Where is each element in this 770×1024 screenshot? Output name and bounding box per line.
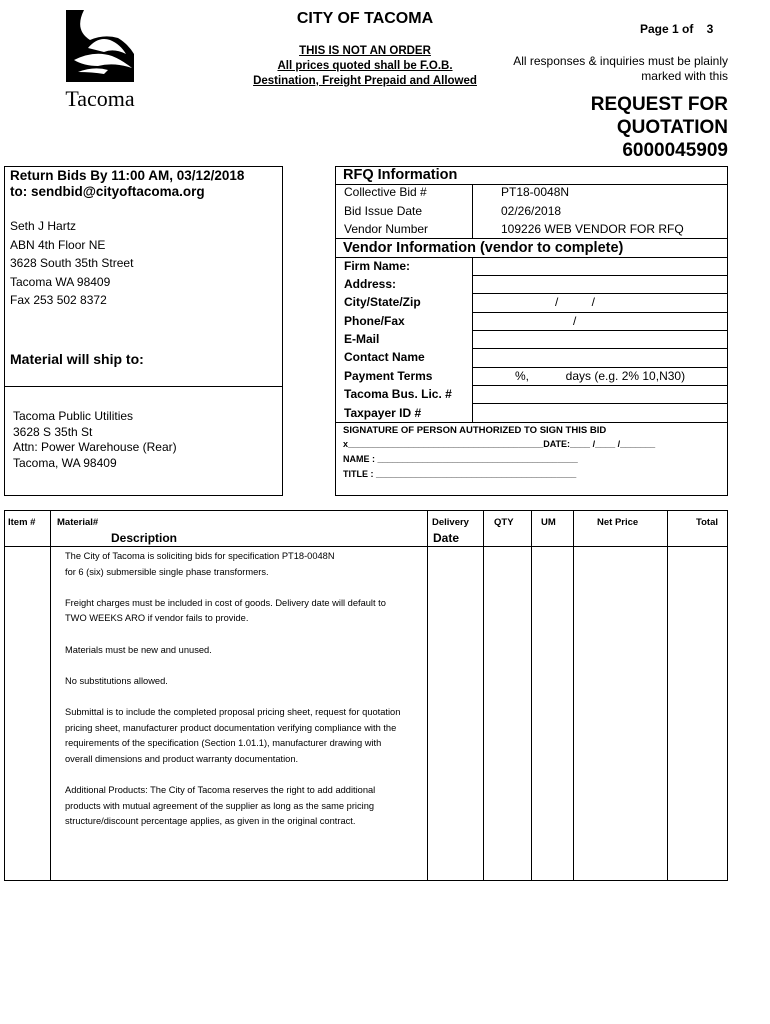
ship-to-address <box>13 409 177 471</box>
response-note: All responses & inquiries must be plainly marked with this <box>513 54 728 83</box>
description-paragraph: Freight charges must be included in cost of goods. Delivery date will default to TWO WEEKS ARO if vendor fails to provide. <box>65 597 386 624</box>
ship-to-line: Tacoma, WA 98409 <box>13 455 117 470</box>
date-column-header: Date <box>433 531 460 545</box>
description-paragraph: Materials must be new and unused. <box>65 644 212 655</box>
phone-fax-field[interactable]: / <box>573 314 577 328</box>
page-indicator: Page 1 of 3 <box>640 22 714 36</box>
not-order-line: THIS IS NOT AN ORDER <box>299 45 431 57</box>
vendor-field-label: Phone/Fax <box>344 314 405 328</box>
divider <box>472 312 728 313</box>
divider <box>335 257 728 258</box>
divider <box>472 367 728 368</box>
buyer-line: Tacoma WA 98409 <box>10 274 111 289</box>
city-title: CITY OF TACOMA <box>296 10 434 27</box>
title-line[interactable]: TITLE : ________________________________________ <box>343 469 577 479</box>
payment-terms-field[interactable]: %, days (e.g. 2% 10,N30) <box>515 369 686 383</box>
signature-line[interactable]: x_______________________________________DATE:____ /____ /_______ <box>343 439 656 449</box>
vendor-number-value: 109226 WEB VENDOR FOR RFQ <box>501 222 684 236</box>
vendor-field-label: Address: <box>344 277 397 291</box>
vendor-field-label: Firm Name: <box>344 259 411 273</box>
ship-to-line: 3628 S 35th St <box>13 424 93 439</box>
vendor-field-label: Taxpayer ID # <box>344 406 422 420</box>
ship-to-line: Attn: Power Warehouse (Rear) <box>13 440 177 454</box>
divider <box>427 510 428 881</box>
divider <box>573 510 574 881</box>
rfq-title-line: REQUEST FOR <box>590 94 728 115</box>
divider <box>472 293 728 294</box>
rfq-info-title: RFQ Information <box>343 167 458 183</box>
ship-to-heading: Material will ship to: <box>10 351 144 367</box>
vendor-field-label: Payment Terms <box>344 369 433 383</box>
bid-issue-date-value: 02/26/2018 <box>501 204 562 218</box>
description-column-header: Description <box>111 531 178 545</box>
divider <box>472 184 473 238</box>
divider <box>472 330 728 331</box>
divider <box>335 238 728 239</box>
divider <box>335 422 728 423</box>
divider <box>50 510 51 881</box>
return-bids-heading <box>10 168 244 200</box>
city-state-zip-field[interactable]: / / <box>555 295 596 309</box>
item-description <box>65 549 405 845</box>
divider <box>472 348 728 349</box>
divider <box>667 510 668 881</box>
return-bids-email: to: sendbid@cityoftacoma.org <box>10 184 205 199</box>
divider <box>4 546 728 547</box>
buyer-line: 3628 South 35th Street <box>10 256 134 271</box>
signature-heading: SIGNATURE OF PERSON AUTHORIZED TO SIGN THIS BID <box>343 425 607 436</box>
material-column-header: Material# <box>57 517 99 528</box>
buyer-line: Seth J Hartz <box>10 219 77 233</box>
return-bids-deadline: Return Bids By 11:00 AM, 03/12/2018 <box>10 168 245 183</box>
delivery-column-header: Delivery <box>432 517 469 528</box>
description-paragraph: for 6 (six) submersible single phase transformers. <box>65 566 269 577</box>
buyer-line: Fax 253 502 8372 <box>10 293 107 308</box>
divider <box>472 385 728 386</box>
vendor-field-label: City/State/Zip <box>344 295 421 309</box>
divider <box>472 403 728 404</box>
divider <box>531 510 532 881</box>
net-price-column-header: Net Price <box>597 517 639 528</box>
rfq-info-label: Vendor Number <box>344 222 429 236</box>
qty-column-header: QTY <box>494 517 514 528</box>
vendor-info-title: Vendor Information (vendor to complete) <box>343 240 624 256</box>
divider <box>483 510 484 881</box>
name-line[interactable]: NAME : ________________________________________ <box>343 454 578 464</box>
um-column-header: UM <box>541 517 556 528</box>
description-paragraph: No substitutions allowed. <box>65 675 168 686</box>
vendor-field-label: Tacoma Bus. Lic. # <box>344 387 452 401</box>
rfq-title <box>478 93 728 162</box>
total-column-header: Total <box>696 517 718 528</box>
rfq-title-line: QUOTATION <box>616 117 728 138</box>
description-paragraph: Submittal is to include the completed proposal pricing sheet, request for quotation pricing sheet, manufacturer product documentation verifying compliance with the requirements of the specification (Section 1.01.1), manufacturer drawing with overall dimensions and product warranty documentation. <box>65 706 401 764</box>
divider <box>472 257 473 422</box>
rfq-info-label: Bid Issue Date <box>344 204 423 218</box>
divider <box>472 275 728 276</box>
buyer-address <box>10 217 133 310</box>
divider <box>4 386 283 387</box>
rfq-info-label: Collective Bid # <box>344 185 427 199</box>
ship-to-line: Tacoma Public Utilities <box>13 409 134 423</box>
not-order-line: Destination, Freight Prepaid and Allowed <box>253 75 477 87</box>
item-column-header: Item # <box>8 517 36 528</box>
description-paragraph: Additional Products: The City of Tacoma reserves the right to add additional products with mutual agreement of the supplier as long as the same pricing structure/discount percentage applies, as given in the original contract. <box>65 784 376 827</box>
buyer-line: ABN 4th Floor NE <box>10 237 106 252</box>
vendor-field-label: Contact Name <box>344 350 425 364</box>
logo-wordmark: Tacoma <box>65 86 135 111</box>
description-paragraph: The City of Tacoma is soliciting bids for specification PT18-0048N <box>65 551 335 561</box>
not-order-line: All prices quoted shall be F.O.B. <box>277 60 453 72</box>
vendor-field-label: E-Mail <box>344 332 380 346</box>
rfq-number: 6000045909 <box>622 140 728 161</box>
collective-bid-value: PT18-0048N <box>501 185 570 199</box>
